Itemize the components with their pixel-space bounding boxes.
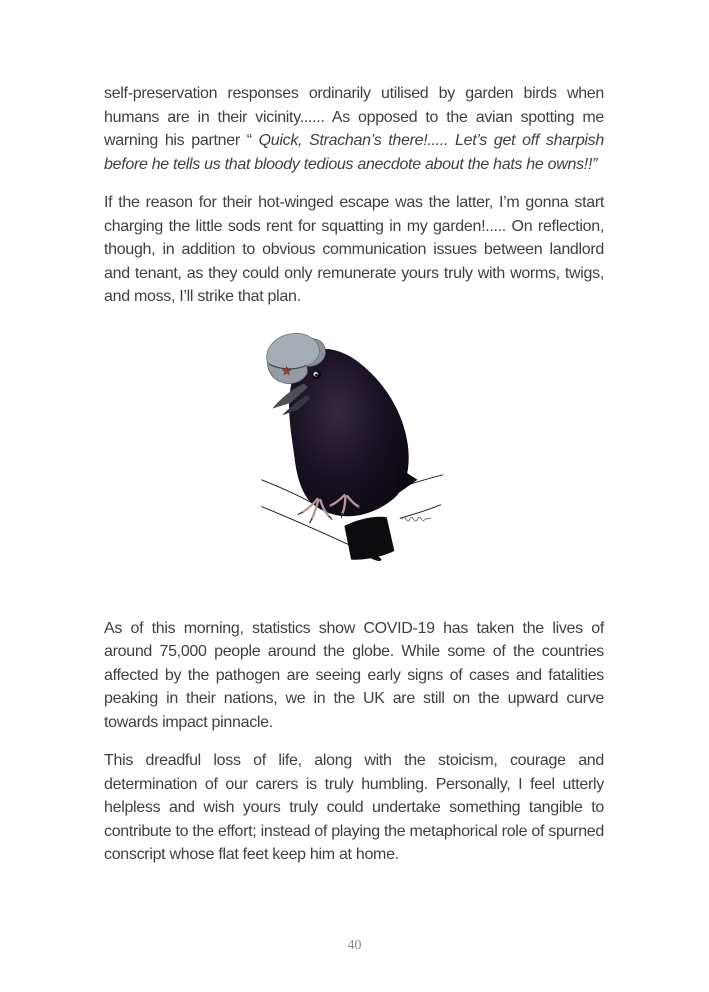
hat-dome: [267, 333, 320, 369]
quoted-speech-italic: Quick, Strachan’s there!..... Let’s get off sharpish before he tells us that bloody tedious anecdote about the hats he owns!!”: [104, 132, 604, 173]
body-paragraph-3: [104, 617, 604, 735]
jackdaw-illustration-svg: [256, 324, 452, 574]
bird-eye: [312, 370, 321, 379]
page-number: 40: [347, 938, 362, 953]
page-footer: [0, 936, 709, 954]
body-paragraph-4: [104, 749, 604, 867]
bird: [267, 333, 418, 523]
paragraph-text: As of this morning, statistics show COVID-19 has taken the lives of around 75,000 people around the globe. While some of the countries affected by the pathogen are seeing early signs of cases and fatalities peaking in their nations, we in the UK are still on the upward curve towards impact pinnacle.: [104, 619, 604, 731]
paragraph-text: If the reason for their hot-winged escape was the latter, I’m gonna start charging the little sods rent for squatting in my garden!..... On reflection, though, in addition to obvious communication issues between landlord and tenant, as they could only remunerate yours truly with worms, twigs, and moss, I’ll strike that plan.: [104, 194, 604, 305]
artist-signature: [402, 517, 431, 521]
body-paragraph-2: [104, 191, 604, 309]
jackdaw-illustration: [256, 324, 452, 579]
dark-shadow-shape: [344, 516, 394, 559]
paragraph-text: This dreadful loss of life, along with the stoicism, courage and determination of our carers is truly humbling. Personally, I feel utterly helpless and wish yours truly could undertake something tangible to contribute to the effort; instead of playing the metaphorical role of spurned conscript whose flat feet keep him at home.: [104, 752, 604, 863]
page-content: [104, 82, 604, 882]
paragraph-text: self-preservation responses ordinarily utilised by garden birds when humans are in their vicinity...... As opposed to the avian spotting me warning his partner “: [104, 85, 604, 149]
body-paragraph-1: [104, 82, 604, 176]
